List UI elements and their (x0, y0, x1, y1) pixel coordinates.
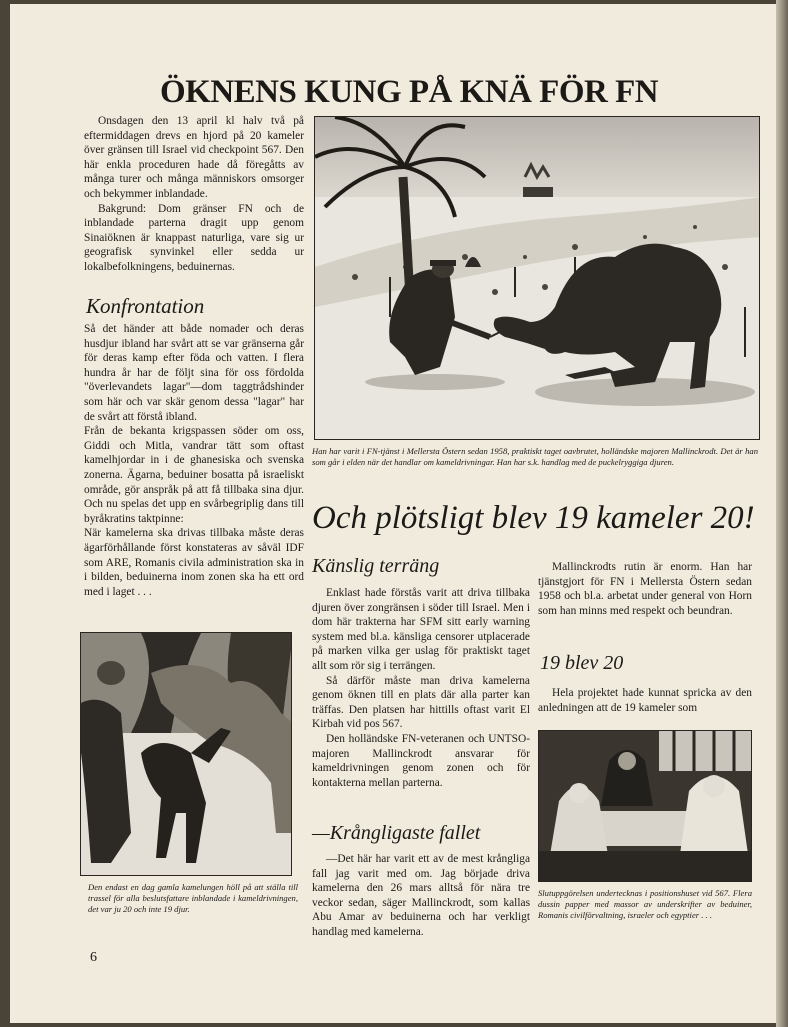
krangligaste-text (312, 852, 530, 940)
nineteen-text (538, 686, 752, 715)
meeting-photo-caption: Slutuppgörelsen undertecknas i positionshuset vid 567. Flera dussin papper med massor av underskrifter av beduiner, Romanis civilförvaltning, israeler och egyptier . . . (538, 888, 752, 920)
desert-camel-illustration (315, 117, 760, 440)
young-camel-photo (80, 632, 292, 876)
kanslig-paragraph: Enklast hade förstås varit att driva tillbaka djuren över zongränsen i söder till Israel. Men i dom här trakterna har SFM sitt early warning system med bl.a. känsliga censorer utplacerade på marken vilka ger uslag för praktiskt taget allt som rör sig i terrängen. (312, 587, 530, 672)
krangligaste-paragraph: —Det här har varit ett av de mest krångliga fall jag varit med om. Jag började driva kamelerna den 26 mars alltså för nära tre veckor sedan, säger Mallinckrodt, som kallas Abu Amar av beduinerna och har verkligt handlag med kamelerna. (312, 853, 530, 938)
rutin-paragraph: Mallinckrodts rutin är enorm. Han har tjänstgjort för FN i Mellersta Östern sedan 1958 och bl.a. arbetat under general von Horn som han minns med respekt och beundran. (538, 561, 752, 617)
krangligaste-heading: —Krångligaste fallet (312, 822, 481, 844)
rutin-text (538, 560, 752, 618)
konfrontation-text (84, 322, 304, 599)
intro-text (84, 114, 304, 275)
meeting-photo (538, 730, 752, 882)
page-headline: ÖKNENS KUNG PÅ KNÄ FÖR FN (160, 74, 659, 110)
page-number: 6 (90, 950, 97, 965)
konfrontation-heading: Konfrontation (86, 294, 205, 318)
book-binding (776, 0, 788, 1027)
konfrontation-paragraph: Från de bekanta krigspassen söder om oss, Giddi och Mitla, vandrar tätt som oftast kamelhjordar in i de ghanesiska och svenska zonerna. Ägarna, beduiner bosatta på israeliskt område, gör anspråk på att få tillbaka sina djur. Och nu spelas det upp en svårbegriplig dans till byråkratins taktpinne: (84, 425, 304, 525)
nineteen-heading: 19 blev 20 (540, 652, 624, 674)
intro-paragraph: Onsdagen den 13 april kl halv två på eftermiddagen drevs en hjord på 20 kameler över gränsen till Israel vid checkpoint 567. Den här enkla proceduren hade då föregåtts av många turer och många människors omsorger och bekymmer inblandade. (84, 115, 304, 200)
nineteen-paragraph: Hela projektet hade kunnat spricka av den anledningen att de 19 kameler som (538, 687, 752, 714)
main-photo-caption: Han har varit i FN-tjänst i Mellersta Östern sedan 1958, praktiskt taget oavbrutet, holländske majoren Mallinckrodt. Det är han som går i elden när det handlar om kameldrivningar. Han har s.k. handlag med de puckelryggiga djuren. (312, 446, 758, 467)
kanslig-paragraph: Den holländske FN-veteranen och UNTSO-majoren Mallinckrodt ansvarar för kameldrivningen genom zonen och för kontakterna mellan parterna. (312, 732, 530, 789)
main-photo-camel-kneeling (314, 116, 760, 440)
meeting-illustration (539, 731, 752, 882)
kanslig-paragraph: Så därför måste man driva kamelerna genom öknen till en plats där alla parter kan träffas. Den platsen har hittills oftast varit El Kirbah vid pos 567. (312, 674, 530, 731)
young-camel-illustration (81, 633, 292, 876)
kanslig-text (312, 586, 530, 790)
konfrontation-paragraph: Så det händer att både nomader och deras husdjur ibland har svårt att se var gränserna går för deras kamp efter föda och vatten. I flera hundra år har de följt sina för oss fördolda "överlevandets lagar"—dom taggtrådshinder som här och var skär genom dessa "lagar" har de svårt att förstå ibland. (84, 323, 304, 423)
konfrontation-paragraph: När kamelerna ska drivas tillbaka måste deras ägarförhållande först konstateras av såväl IDF som ARE, Romanis civila administration ska in i bilden, beduinerna inom zonen ska ha ett ord med i laget . . . (84, 527, 304, 598)
kanslig-heading: Känslig terräng (312, 555, 440, 577)
magazine-page (10, 4, 776, 1023)
big-headline: Och plötsligt blev 19 kameler 20! (312, 500, 755, 536)
intro-paragraph: Bakgrund: Dom gränser FN och de inblandade parterna dragit upp genom Sinaiöknen är knappast naturliga, vare sig ur geografisk synvinkel eller sedda ur lokalbefolkningens, beduinernas. (84, 202, 304, 273)
young-camel-caption: Den endast en dag gamla kamelungen höll på att ställa till trassel för alla beslutsfattare inblandade i kameldrivningen, det var ju 20 och inte 19 djur. (88, 882, 298, 914)
